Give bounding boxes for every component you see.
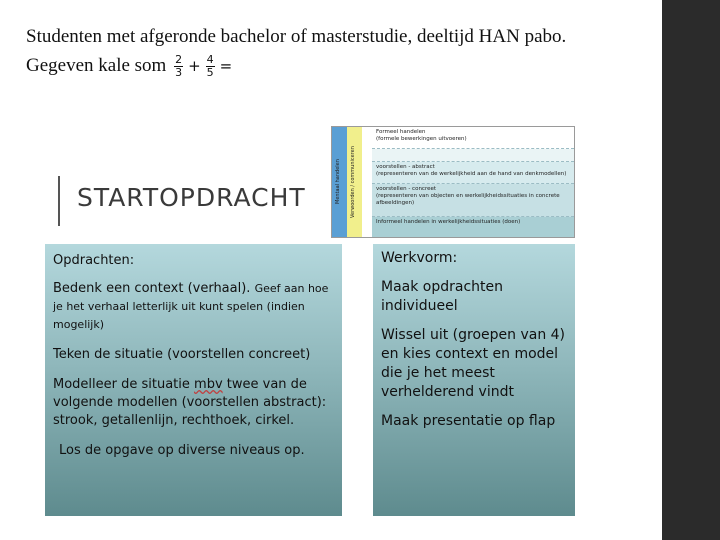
- verbalize-column: [347, 127, 362, 237]
- assignment-item-2: Teken de situatie (voorstellen concreet): [53, 347, 311, 362]
- mental-action-label: Mentaal handelen: [335, 159, 341, 205]
- level-title: Informeel handelen in werkelijkheidssituaties (doen): [376, 219, 521, 225]
- title-accent-bar: [58, 176, 60, 226]
- work-form-item-2: Wissel uit (groepen van 4) en kies context en model die je het meest verhelderend vindt: [381, 327, 566, 400]
- assignments-heading: Opdrachten:: [53, 253, 135, 268]
- assignment-text-a: Modelleer de situatie: [53, 377, 195, 392]
- level-formal: [372, 127, 574, 149]
- header-line-2: [26, 54, 234, 79]
- model-levels: [372, 127, 574, 237]
- sum-label: Gegeven kale som: [26, 54, 167, 76]
- level-description: (representeren van objecten en werkelijkheidssituaties in concrete afbeeldingen): [376, 193, 560, 206]
- fraction-numerator: 4: [206, 53, 214, 66]
- fraction-two-thirds: [174, 54, 183, 79]
- slide-title: STARTOPDRACHT: [77, 183, 306, 212]
- header-line-1: Studenten met afgeronde bachelor of masterstudie, deeltijd HAN pabo.: [26, 26, 567, 47]
- assignment-sub-text: Geef aan hoe je het verhaal letterlijk uit kunt spelen (indien mogelijk): [53, 282, 329, 331]
- equals-sign: =: [219, 56, 233, 75]
- level-title: Formeel handelen: [376, 129, 426, 135]
- fraction-four-fifths: [206, 54, 215, 79]
- fraction-numerator: 2: [175, 53, 183, 66]
- right-sidebar-bar: [662, 0, 720, 540]
- level-spacer: [372, 149, 574, 162]
- level-concrete: [372, 184, 574, 217]
- level-title: voorstellen - abstract: [376, 164, 435, 170]
- assignments-panel: [45, 244, 342, 516]
- work-form-item-3: Maak presentatie op flap: [381, 413, 556, 429]
- assignment-item-4: Los de opgave op diverse niveaus op.: [59, 443, 305, 458]
- spellcheck-word: mbv: [194, 377, 223, 392]
- level-title: voorstellen - concreet: [376, 186, 437, 192]
- fraction-denominator: 5: [206, 66, 214, 79]
- level-abstract: [372, 162, 574, 184]
- plus-sign: +: [188, 56, 201, 75]
- level-informal: [372, 217, 574, 237]
- assignment-item-1: [53, 280, 334, 334]
- assignment-text-b: twee van de volgende modellen (voorstellen abstract): strook, getallenlijn, rechthoek, cirkel.: [53, 377, 327, 428]
- level-description: (representeren van de werkelijkheid aan de hand van denkmodellen): [376, 171, 567, 177]
- assignment-main-text: Bedenk een context (verhaal).: [53, 281, 251, 296]
- mental-action-column: [332, 127, 347, 237]
- fraction-denominator: 3: [175, 66, 183, 79]
- verbalize-label: Verwoorden / communiceren: [350, 146, 356, 218]
- work-form-item-1: Maak opdrachten individueel: [381, 279, 504, 314]
- action-levels-model: [331, 126, 575, 238]
- work-form-heading: Werkvorm:: [381, 250, 458, 266]
- work-form-panel: [373, 244, 575, 516]
- assignment-item-3: [53, 376, 334, 430]
- level-description: (formele bewerkingen uitvoeren): [376, 136, 467, 142]
